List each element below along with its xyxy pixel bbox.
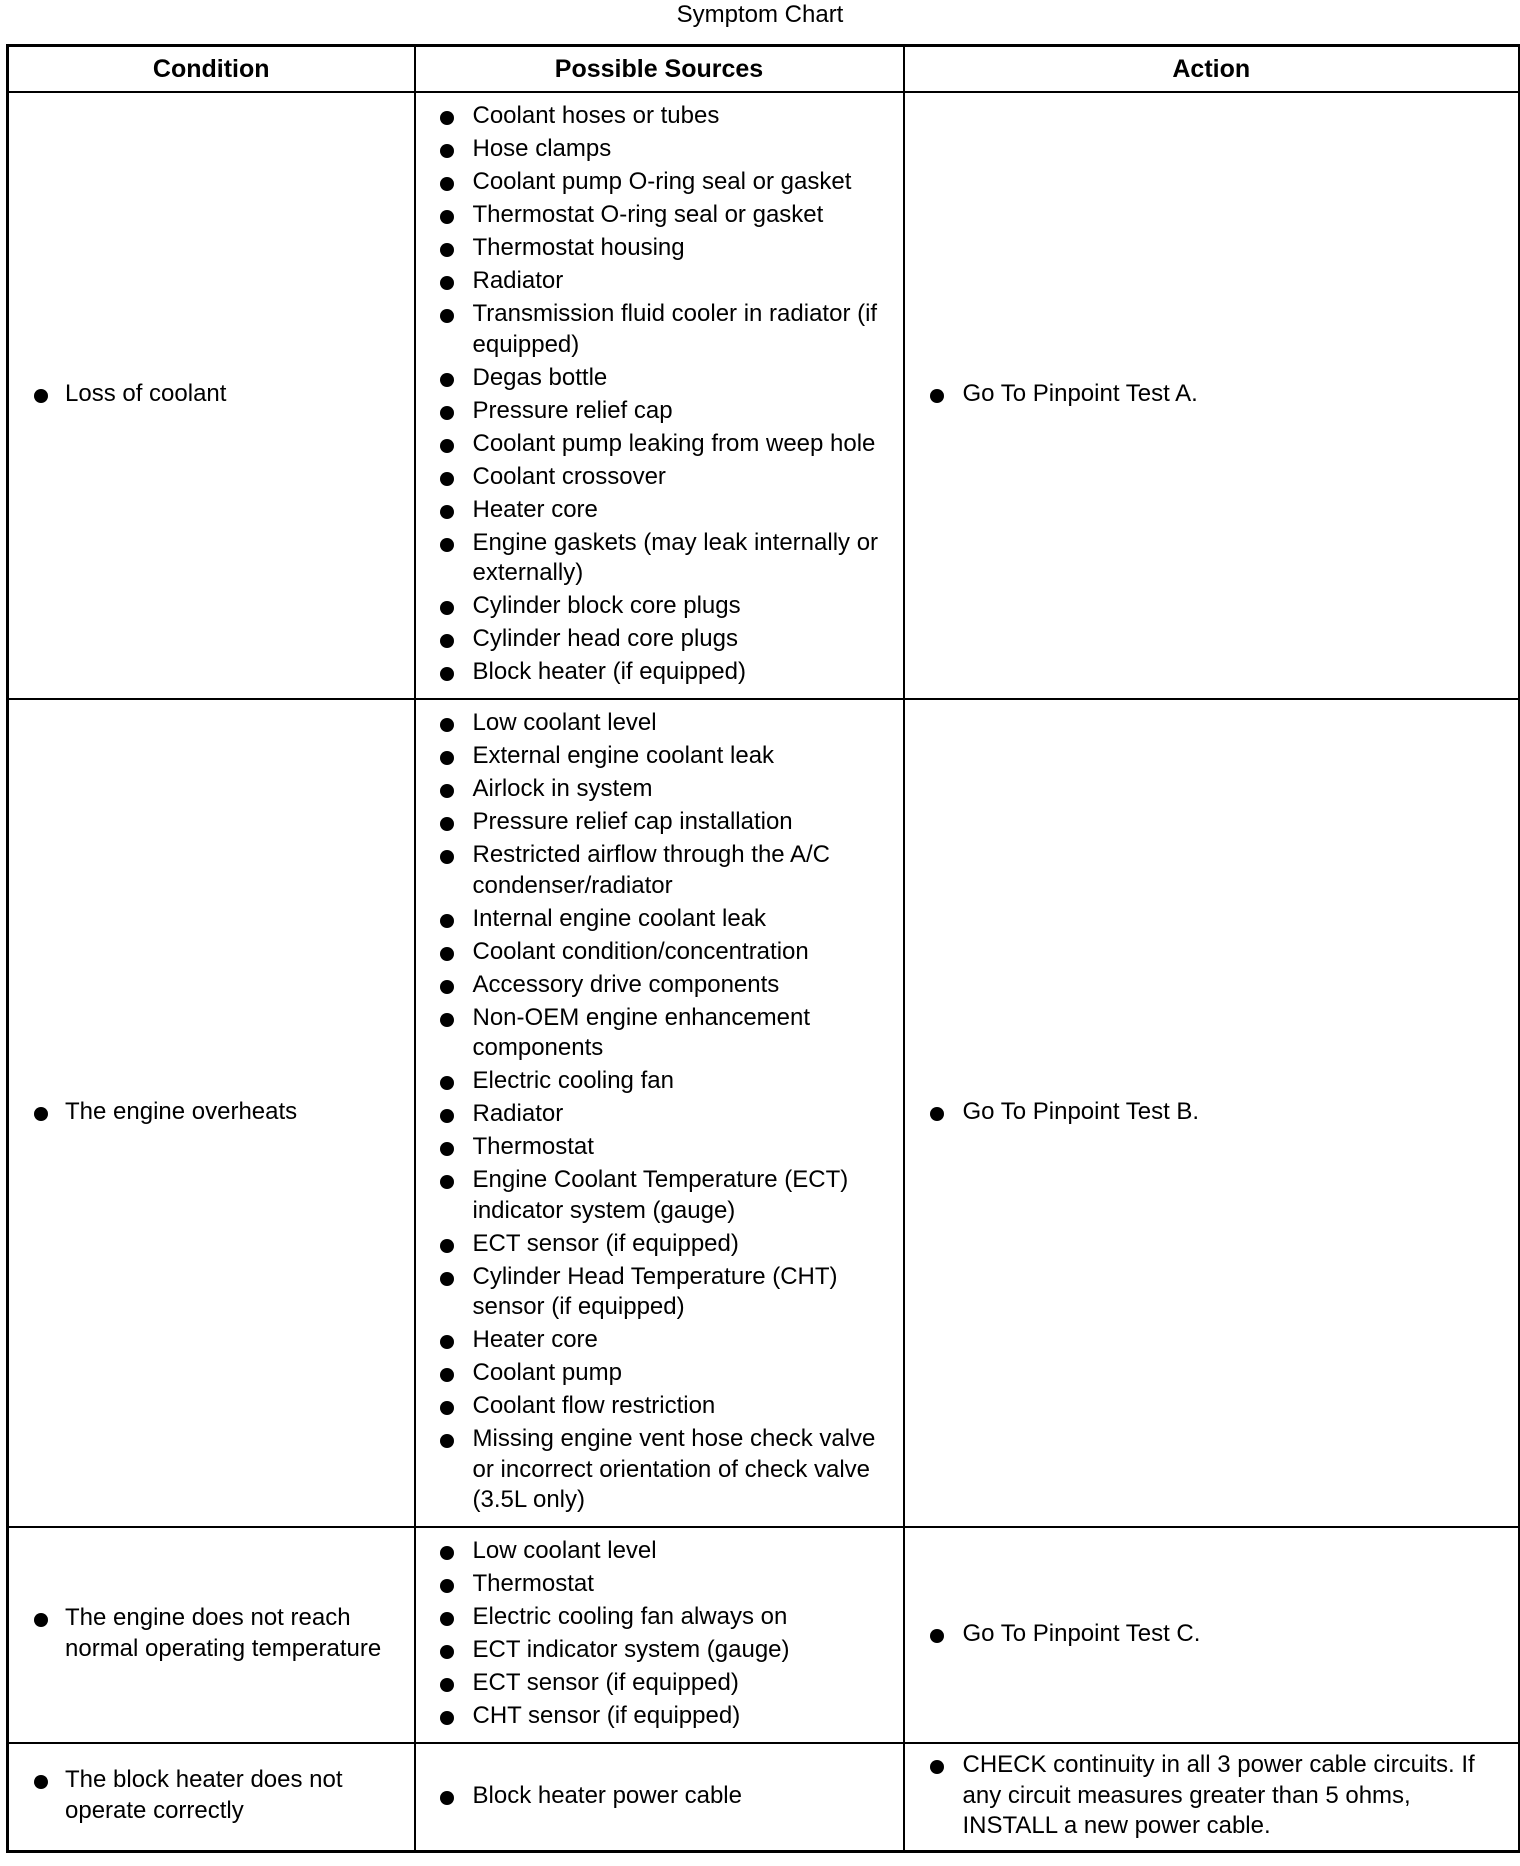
- source-item: [416, 591, 893, 622]
- table-row: [8, 92, 1520, 699]
- action-item: [905, 1750, 1509, 1842]
- bullet-icon: [440, 947, 454, 961]
- source-item: [416, 1325, 893, 1356]
- bullet-icon: [440, 439, 454, 453]
- bullet-icon: [440, 1711, 454, 1725]
- source-item: [416, 266, 893, 297]
- bullet-icon: [440, 1434, 454, 1448]
- source-item: [416, 657, 893, 688]
- bullet-icon: [440, 210, 454, 224]
- source-item: [416, 1132, 893, 1163]
- source-item: [416, 1358, 893, 1389]
- condition-item-text: Loss of coolant: [65, 380, 227, 407]
- source-item-text: Block heater power cable: [472, 1781, 742, 1809]
- source-item-text: Engine Coolant Temperature (ECT) indicator system (gauge): [472, 1166, 849, 1224]
- bullet-icon: [930, 389, 944, 403]
- bullet-icon: [440, 144, 454, 158]
- bullet-icon: [440, 634, 454, 648]
- bullet-icon: [440, 1175, 454, 1189]
- bullet-icon: [440, 177, 454, 191]
- source-item-text: Pressure relief cap: [472, 396, 673, 424]
- condition-item: [9, 379, 404, 410]
- source-item-text: Coolant pump: [472, 1359, 622, 1386]
- page-title: Symptom Chart: [676, 1, 844, 28]
- source-item-text: Electric cooling fan: [472, 1067, 674, 1094]
- bullet-icon: [930, 1629, 944, 1643]
- bullet-icon: [34, 1775, 48, 1789]
- condition-item-text: The block heater does not operate correctly: [65, 1766, 343, 1824]
- action-item-text: Go To Pinpoint Test A.: [962, 380, 1198, 407]
- bullet-icon: [440, 309, 454, 323]
- possible-sources-cell: [415, 699, 904, 1527]
- source-item-text: Thermostat: [472, 1133, 594, 1160]
- table-row: [8, 699, 1520, 1527]
- source-item: [416, 134, 893, 165]
- header-row: [8, 46, 1520, 93]
- header-action: Action: [904, 46, 1520, 93]
- action-cell: [904, 699, 1520, 1527]
- source-item-text: Cylinder head core plugs: [472, 625, 738, 652]
- possible-sources-cell: [415, 1527, 904, 1743]
- source-item-text: Missing engine vent hose check valve or incorrect orientation of check valve (3.5L only): [472, 1425, 876, 1513]
- table-body: [8, 92, 1520, 1852]
- bullet-icon: [440, 538, 454, 552]
- source-item: [416, 807, 893, 838]
- condition-item: [9, 1603, 404, 1664]
- bullet-icon: [440, 784, 454, 798]
- source-item: [416, 200, 893, 231]
- bullet-icon: [440, 472, 454, 486]
- condition-item: [9, 1097, 404, 1128]
- bullet-icon: [34, 389, 48, 403]
- action-cell: [904, 1743, 1520, 1852]
- source-item-text: Restricted airflow through the A/C condenser/radiator: [472, 841, 831, 899]
- source-item-text: Cylinder block core plugs: [472, 592, 741, 619]
- source-item-text: Coolant crossover: [472, 462, 666, 490]
- source-item: [416, 299, 893, 360]
- source-item-text: Low coolant level: [472, 1537, 657, 1564]
- bullet-icon: [440, 1401, 454, 1415]
- bullet-icon: [440, 505, 454, 519]
- source-item-text: ECT indicator system (gauge): [472, 1636, 790, 1663]
- bullet-icon: [440, 1791, 454, 1805]
- header-condition: Condition: [8, 46, 415, 93]
- source-item-text: Thermostat housing: [472, 234, 685, 261]
- source-item: [416, 1569, 893, 1600]
- source-item-text: Block heater (if equipped): [472, 658, 746, 685]
- bullet-icon: [440, 406, 454, 420]
- bullet-icon: [440, 1076, 454, 1090]
- source-item: [416, 1229, 893, 1260]
- condition-item-text: The engine does not reach normal operating temperature: [65, 1604, 382, 1662]
- source-item-text: Coolant pump O-ring seal or gasket: [472, 168, 852, 195]
- source-item: [416, 233, 893, 264]
- source-item: [416, 396, 893, 427]
- source-item-text: ECT sensor (if equipped): [472, 1229, 739, 1257]
- source-item-text: Accessory drive components: [472, 970, 780, 998]
- bullet-icon: [440, 276, 454, 290]
- source-item-text: Coolant condition/concentration: [472, 937, 809, 965]
- source-item: [416, 167, 893, 198]
- source-item: [416, 363, 893, 394]
- bullet-icon: [440, 1645, 454, 1659]
- source-item-text: Airlock in system: [472, 775, 653, 802]
- action-item: [905, 379, 1509, 410]
- source-item-text: Thermostat: [472, 1570, 594, 1597]
- source-item-text: Non-OEM engine enhancement components: [472, 1003, 811, 1061]
- header-possible-sources: Possible Sources: [415, 46, 904, 93]
- bullet-icon: [440, 1013, 454, 1027]
- bullet-icon: [440, 111, 454, 125]
- bullet-icon: [440, 1678, 454, 1692]
- bullet-icon: [440, 1546, 454, 1560]
- condition-cell: [8, 1743, 415, 1852]
- source-item-text: Hose clamps: [472, 135, 612, 162]
- source-item: [416, 1003, 893, 1064]
- source-item-text: Engine gaskets (may leak internally or externally): [472, 528, 879, 586]
- source-item: [416, 1099, 893, 1130]
- bullet-icon: [440, 1335, 454, 1349]
- bullet-icon: [930, 1107, 944, 1121]
- source-item: [416, 937, 893, 968]
- source-item: [416, 1391, 893, 1422]
- possible-sources-cell: [415, 92, 904, 699]
- source-item-text: Transmission fluid cooler in radiator (if equipped): [472, 300, 878, 358]
- symptom-chart-table: [6, 44, 1520, 1853]
- source-item-text: Pressure relief cap installation: [472, 808, 793, 835]
- bullet-icon: [440, 373, 454, 387]
- bullet-icon: [440, 718, 454, 732]
- bullet-icon: [440, 243, 454, 257]
- bullet-icon: [34, 1107, 48, 1121]
- bullet-icon: [440, 1109, 454, 1123]
- source-item: [416, 1165, 893, 1226]
- bullet-icon: [440, 667, 454, 681]
- source-item-text: Coolant flow restriction: [472, 1392, 716, 1419]
- source-item: [416, 708, 893, 739]
- table-row: [8, 1743, 1520, 1852]
- source-item: [416, 1536, 893, 1567]
- source-item-text: Radiator: [472, 1100, 564, 1127]
- source-item: [416, 904, 893, 935]
- source-item: [416, 462, 893, 493]
- action-item-text: Go To Pinpoint Test C.: [962, 1619, 1201, 1647]
- bullet-icon: [440, 1612, 454, 1626]
- source-item: [416, 1066, 893, 1097]
- condition-cell: [8, 1527, 415, 1743]
- possible-sources-cell: [415, 1743, 904, 1852]
- source-item: [416, 528, 893, 589]
- source-item: [416, 1635, 893, 1666]
- source-item-text: Heater core: [472, 495, 598, 523]
- bullet-icon: [440, 1272, 454, 1286]
- source-item: [416, 970, 893, 1001]
- source-item-text: Thermostat O-ring seal or gasket: [472, 201, 824, 228]
- source-item: [416, 1668, 893, 1699]
- table-row: [8, 1527, 1520, 1743]
- source-item-text: Coolant pump leaking from weep hole: [472, 429, 876, 457]
- bullet-icon: [440, 980, 454, 994]
- bullet-icon: [440, 817, 454, 831]
- condition-cell: [8, 699, 415, 1527]
- bullet-icon: [440, 1239, 454, 1253]
- bullet-icon: [440, 601, 454, 615]
- source-item: [416, 429, 893, 460]
- action-cell: [904, 1527, 1520, 1743]
- source-item: [416, 1701, 893, 1732]
- source-item: [416, 101, 893, 132]
- action-item: [905, 1619, 1509, 1650]
- bullet-icon: [440, 850, 454, 864]
- action-item-text: CHECK continuity in all 3 power cable circuits. If any circuit measures greater than 5 ohms, INSTALL a new power cable.: [962, 1751, 1475, 1839]
- source-item-text: Low coolant level: [472, 709, 657, 736]
- source-item-text: External engine coolant leak: [472, 742, 775, 769]
- source-item-text: CHT sensor (if equipped): [472, 1702, 741, 1729]
- source-item: [416, 1781, 893, 1812]
- bullet-icon: [930, 1760, 944, 1774]
- source-item-text: Radiator: [472, 267, 564, 294]
- source-item: [416, 1262, 893, 1323]
- source-item-text: ECT sensor (if equipped): [472, 1669, 739, 1696]
- source-item-text: Heater core: [472, 1326, 598, 1353]
- bullet-icon: [440, 1142, 454, 1156]
- bullet-icon: [440, 1579, 454, 1593]
- action-item-text: Go To Pinpoint Test B.: [962, 1097, 1200, 1125]
- source-item: [416, 495, 893, 526]
- bullet-icon: [440, 914, 454, 928]
- bullet-icon: [440, 751, 454, 765]
- source-item: [416, 1602, 893, 1633]
- condition-item: [9, 1765, 404, 1826]
- condition-item-text: The engine overheats: [65, 1097, 298, 1125]
- bullet-icon: [440, 1368, 454, 1382]
- source-item: [416, 774, 893, 805]
- source-item-text: Electric cooling fan always on: [472, 1603, 788, 1630]
- action-cell: [904, 92, 1520, 699]
- condition-cell: [8, 92, 415, 699]
- source-item-text: Coolant hoses or tubes: [472, 102, 720, 129]
- action-item: [905, 1097, 1509, 1128]
- source-item: [416, 624, 893, 655]
- source-item: [416, 741, 893, 772]
- source-item-text: Degas bottle: [472, 363, 608, 391]
- bullet-icon: [34, 1613, 48, 1627]
- source-item-text: Internal engine coolant leak: [472, 904, 767, 932]
- source-item: [416, 1424, 893, 1516]
- source-item: [416, 840, 893, 901]
- source-item-text: Cylinder Head Temperature (CHT) sensor (if equipped): [472, 1262, 838, 1320]
